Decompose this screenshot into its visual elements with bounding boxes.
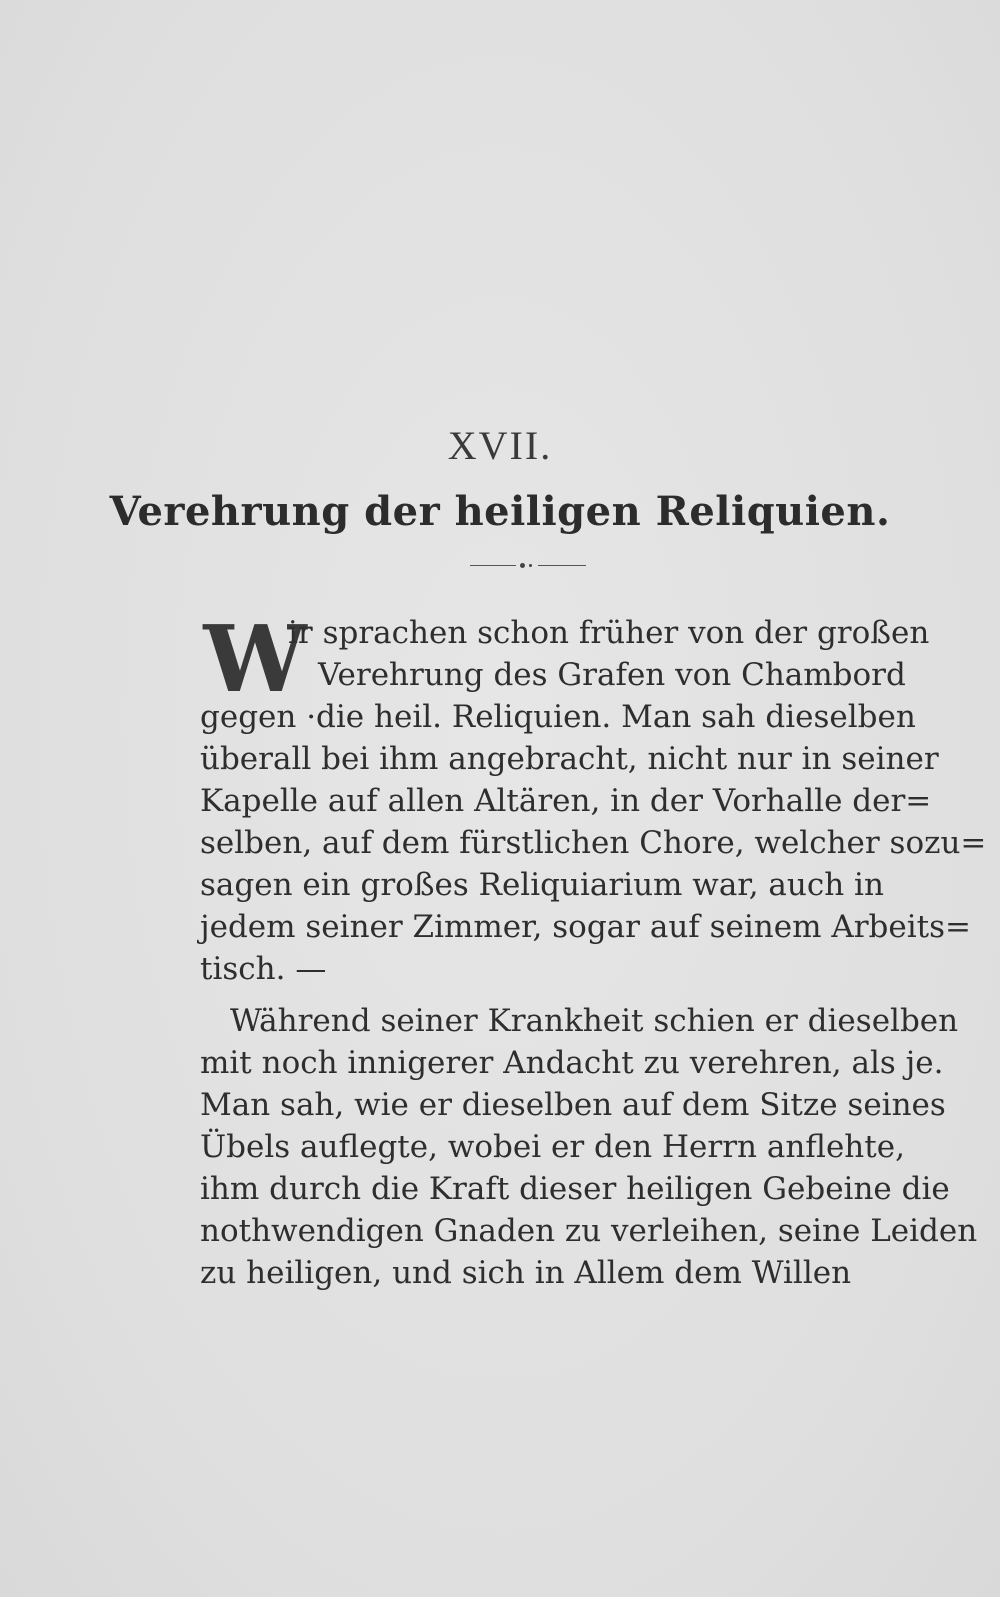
text-line: Man sah, wie er dieselben auf dem Sitze seines	[200, 1087, 946, 1123]
text-line: ir sprachen schon früher von der großen	[288, 615, 930, 651]
divider-ornament	[470, 562, 586, 570]
text-line: Übels auflegte, wobei er den Herrn anflehte,	[200, 1129, 905, 1165]
text-line: tisch. —	[200, 951, 327, 987]
text-line: zu heiligen, und sich in Allem dem Willen	[200, 1255, 852, 1291]
chapter-title: Verehrung der heiligen Reliquien.	[109, 488, 891, 535]
text-line: Kapelle auf allen Altären, in der Vorhalle der=	[200, 783, 932, 819]
text-line: jedem seiner Zimmer, sogar auf seinem Arbeits=	[200, 909, 971, 945]
text-line: gegen ·die heil. Reliquien. Man sah dieselben	[200, 699, 916, 735]
text-line: selben, auf dem fürstlichen Chore, welcher sozu=	[200, 825, 987, 861]
text-line: Verehrung des Grafen von Chambord	[318, 657, 906, 693]
chapter-number: XVII.	[447, 423, 553, 468]
text-line: nothwendigen Gnaden zu verleihen, seine Leiden	[200, 1213, 978, 1249]
text-line: ihm durch die Kraft dieser heiligen Gebeine die	[200, 1171, 950, 1207]
text-line: überall bei ihm angebracht, nicht nur in seiner	[200, 741, 939, 777]
text-line: mit noch innigerer Andacht zu verehren, als je.	[200, 1045, 944, 1081]
text-line: sagen ein großes Reliquiarium war, auch in	[200, 867, 884, 903]
drop-cap-initial: W	[203, 605, 307, 713]
text-line: Während seiner Krankheit schien er dieselben	[230, 1003, 959, 1039]
